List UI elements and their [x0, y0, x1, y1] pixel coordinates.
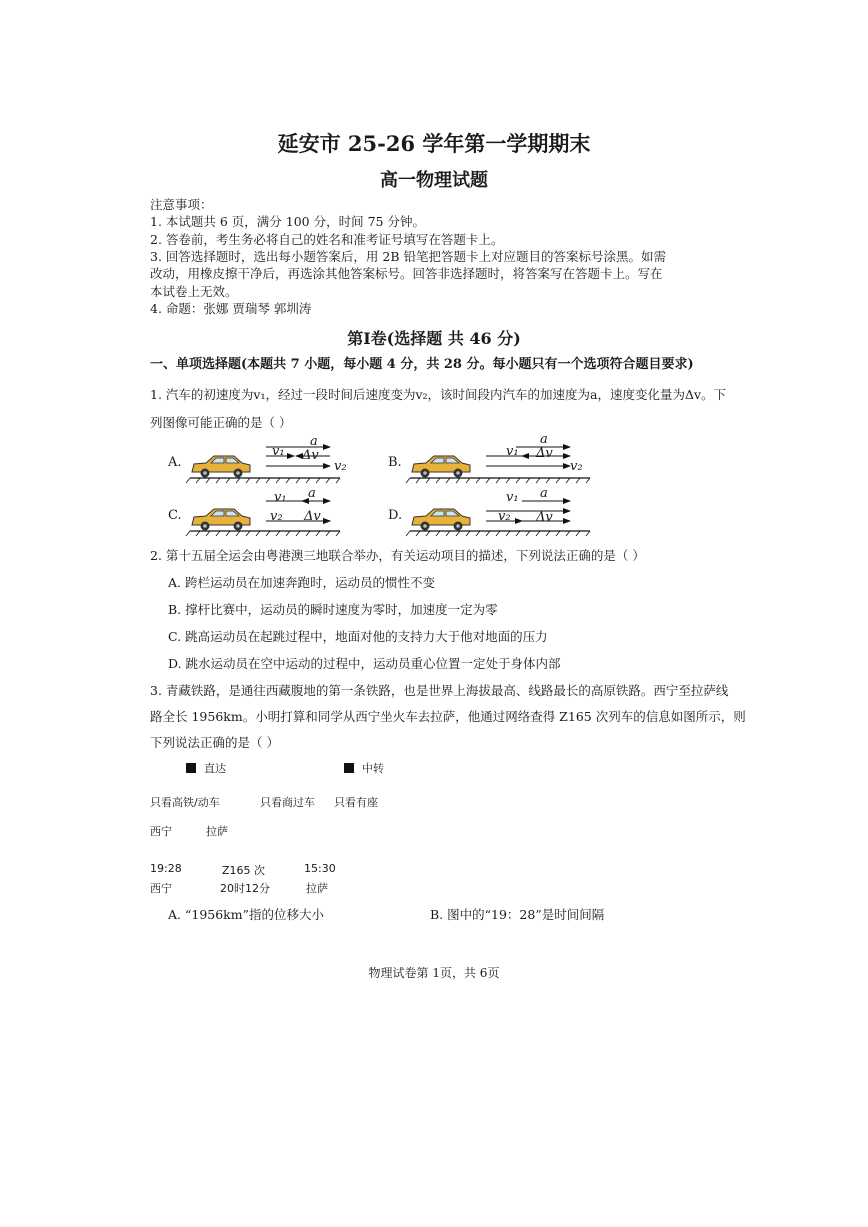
diagram-b: [406, 447, 590, 483]
route-from: 西宁: [150, 825, 172, 838]
arrive-station: 拉萨: [306, 882, 328, 895]
label-v2: v₂: [270, 509, 283, 524]
checkbox-transfer: [344, 760, 384, 776]
label-v2: v₂: [334, 459, 347, 474]
q1-option-label: A.: [168, 455, 182, 470]
label-a: a: [310, 434, 318, 449]
filter-highspeed: 只看高铁/动车: [150, 796, 220, 809]
note-line: 改动，用橡皮擦干净后，再选涂其他答案标号。回答非选择题时，将答案写在答题卡上。写在: [150, 266, 663, 281]
exam-subtitle: 高一物理试题: [380, 170, 488, 191]
label-v1: v₁: [272, 444, 285, 459]
q2-option-b: B. 撑杆比赛中，运动员的瞬时速度为零时，加速度一定为零: [168, 602, 498, 617]
note-line: 本试卷上无效。: [150, 284, 238, 299]
q3-stem-line2: 路全长 1956km。小明打算和同学从西宁坐火车去拉萨，他通过网络查得 Z165 次列车的信息如图所示，则: [150, 709, 746, 724]
q1-stem-line2: 列图像可能正确的是（ ）: [150, 415, 292, 430]
route-to: 拉萨: [206, 825, 228, 838]
q1-option-label: C.: [168, 508, 182, 523]
q3-stem-line3: 下列说法正确的是（ ）: [150, 735, 279, 750]
label-v2: v₂: [570, 459, 583, 474]
q2-option-a: A. 跨栏运动员在加速奔跑时，运动员的惯性不变: [168, 575, 435, 590]
note-line: 2. 答卷前，考生务必将自己的姓名和准考证号填写在答题卡上。: [150, 232, 504, 247]
note-line: 3. 回答选择题时，选出每小题答案后，用 2B 铅笔把答题卡上对应题目的答案标号涂黑。如需: [150, 249, 666, 264]
q3-option-a: A. “1956km”指的位移大小: [168, 907, 324, 922]
label-dv: Δv: [536, 446, 553, 461]
exam-title: 延安市 25-26 学年第一学期期末: [277, 131, 591, 156]
page-footer: 物理试卷第 1页，共 6页: [368, 966, 500, 980]
label-dv: Δv: [302, 448, 319, 463]
label-v1: v₁: [274, 490, 287, 505]
label-v1: v₁: [506, 444, 519, 459]
q3-stem-line1: 3. 青藏铁路，是通往西藏腹地的第一条铁路，也是世界上海拔最高、线路最长的高原铁路。西宁至拉萨线: [150, 683, 729, 698]
section-title: 第Ⅰ卷(选择题 共 46 分): [347, 329, 521, 348]
q1-diagrams: [0, 0, 868, 560]
filter-passing: 只看商过车: [260, 796, 315, 809]
checkbox-direct-label: 直达: [204, 762, 226, 775]
label-a: a: [540, 486, 548, 501]
label-v1: v₁: [506, 490, 519, 505]
train-number: Z165 次: [222, 864, 266, 877]
q2-option-c: C. 跳高运动员在起跳过程中，地面对他的支持力大于他对地面的压力: [168, 629, 548, 644]
q2-stem: 2. 第十五届全运会由粤港澳三地联合举办，有关运动项目的描述，下列说法正确的是（ ）: [150, 548, 645, 563]
trip-duration: 20时12分: [220, 882, 270, 895]
q3-option-b: B. 图中的“19：28”是时间间隔: [430, 907, 605, 922]
arrive-time: 15:30: [304, 862, 336, 875]
q1-option-label: B.: [388, 455, 402, 470]
label-dv: Δv: [304, 509, 321, 524]
note-line: 4. 命题：张娜 贾瑞琴 郭圳涛: [150, 301, 312, 316]
depart-station: 西宁: [150, 882, 172, 895]
q1-stem-line1: 1. 汽车的初速度为v₁，经过一段时间后速度变为v₂，该时间段内汽车的加速度为a，速度变化量为Δv。下: [150, 387, 727, 402]
label-v2: v₂: [498, 509, 511, 524]
checkbox-filled-icon: [344, 763, 354, 773]
depart-time: 19:28: [150, 862, 182, 875]
q2-option-d: D. 跳水运动员在空中运动的过程中，运动员重心位置一定处于身体内部: [168, 656, 561, 671]
checkbox-transfer-label: 中转: [362, 762, 384, 775]
notes-heading: 注意事项：: [150, 197, 213, 212]
q1-option-label: D.: [388, 508, 403, 523]
checkbox-direct: [186, 760, 226, 776]
label-dv: Δv: [536, 510, 553, 525]
filter-seat: 只看有座: [334, 796, 378, 809]
part-heading: 一、单项选择题(本题共 7 小题，每小题 4 分，共 28 分。每小题只有一个选项符合题目要求): [150, 357, 694, 372]
checkbox-filled-icon: [186, 763, 196, 773]
label-a: a: [308, 486, 316, 501]
label-a: a: [540, 432, 548, 447]
note-line: 1. 本试题共 6 页，满分 100 分，时间 75 分钟。: [150, 214, 425, 229]
